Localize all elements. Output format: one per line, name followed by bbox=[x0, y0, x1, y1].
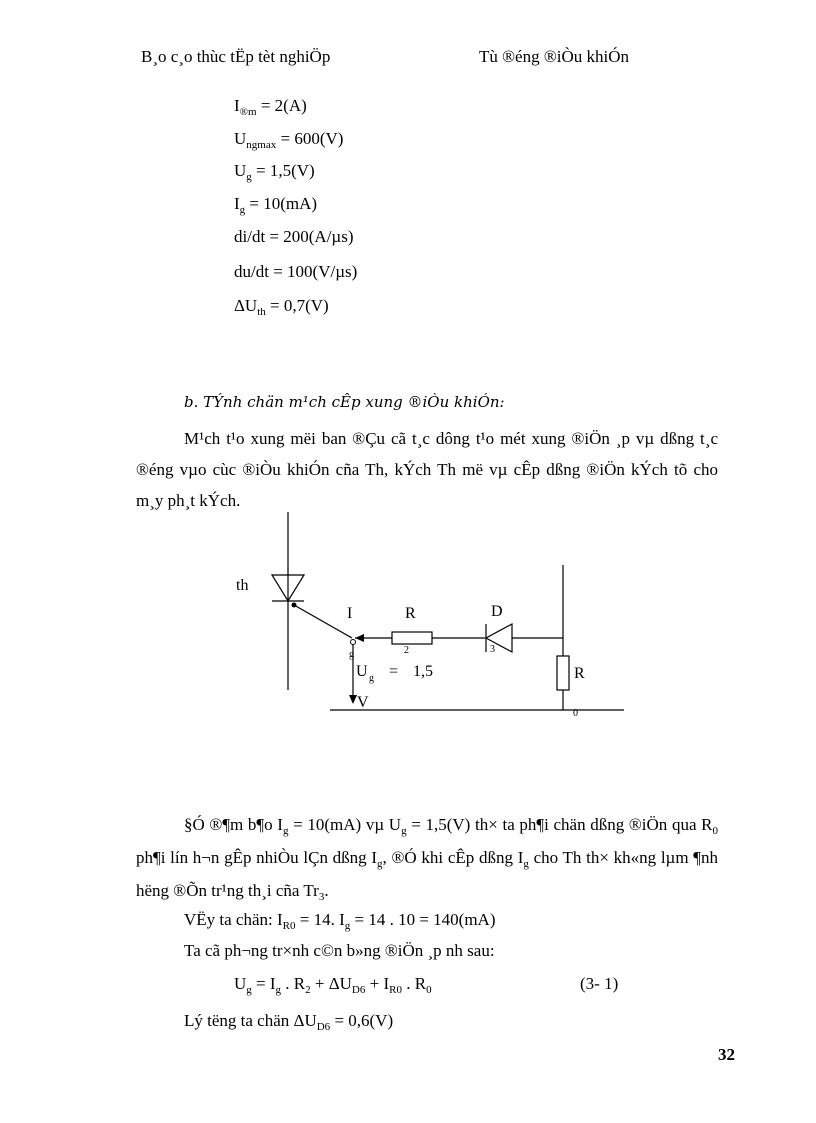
label-eq: = bbox=[389, 663, 399, 680]
label-R0: R bbox=[574, 665, 585, 682]
param-idm: $I_{®m} = 2(A)$ bbox=[234, 96, 307, 118]
label-ug-sub: g bbox=[369, 673, 374, 684]
label-3: 3 bbox=[490, 644, 495, 655]
param-didt: di/dt = 200(A/µs) bbox=[234, 227, 354, 246]
label-2: 2 bbox=[404, 645, 409, 656]
paragraph-1: M¹ch t¹o xung mëi ban ®Çu cã t¸c dông t¹o mét xung ®iÖn ¸p vµ dßng t¸c ®éng vµo cùc ®iÒu khiÓn cña Th, kÝch Th më vµ cÊp dßng ®iÖn kÝch tõ cho m¸y ph¸t kÝch. bbox=[136, 429, 718, 510]
param-ungmax: $U_{ngmax} = 600(V)$ bbox=[234, 129, 344, 151]
label-V: V bbox=[357, 694, 369, 711]
section-heading: b. TÝnh chän m¹ch cÊp xung ®iÒu khiÓn: bbox=[184, 393, 505, 411]
line-ideal-choice: Lý tëng ta chän $\Delta U_{D6} = 0,6(V)$ bbox=[184, 1011, 394, 1033]
label-th: th bbox=[236, 577, 249, 594]
param-dudt: du/dt = 100(V/µs) bbox=[234, 262, 358, 281]
label-D: D bbox=[491, 603, 503, 620]
param-ug: $U_g = 1,5(V)$ bbox=[234, 161, 315, 183]
paragraph-2: §Ó ®¶m b¶o $I_g = 10(mA)$ vµ $U_g = 1,5(V)$ th× ta ph¶i chän dßng ®iÖn qua $R_0$ ph¶i lín h¬n gÊp nhiÒu lÇn dßng $I_g$, ®Ó khi cÊp dßng $I_g$ cho Th th× kh«ng lµm ¶nh hëng ®Õn tr¹ng th¸i cña $Tr_3$. bbox=[136, 815, 719, 903]
page-number: 32 bbox=[718, 1045, 735, 1064]
label-ug-value: 1,5 bbox=[413, 663, 433, 680]
equation-number: (3- 1) bbox=[580, 974, 619, 993]
header-right: Tù ®éng ®iÒu khiÓn bbox=[479, 47, 630, 66]
param-duth: $\Delta U_{th} = 0,7(V)$ bbox=[234, 296, 329, 318]
header-left: B¸o c¸o thùc tËp tèt nghiÖp bbox=[141, 47, 331, 66]
line-chosen-current: VËy ta chän: $I_{R0} = 14$. $I_g = 14$ . 10 = 140(mA) bbox=[184, 910, 496, 932]
label-0: 0 bbox=[573, 708, 578, 719]
line-equation-intro: Ta cã ph¬ng tr×nh c©n b»ng ®iÖn ¸p nh sau: bbox=[184, 941, 495, 960]
label-g: g bbox=[349, 649, 354, 660]
equation-3-1: $U_g = I_g$ . $R_2 + \Delta U_{D6} + I_{R0}$ . $R_0$ bbox=[234, 974, 432, 996]
param-ig: $I_g = 10(mA)$ bbox=[234, 194, 318, 216]
resistor-r2 bbox=[392, 632, 432, 644]
label-ug: U bbox=[356, 663, 368, 680]
resistor-r0 bbox=[557, 656, 569, 690]
label-R: R bbox=[405, 605, 416, 622]
label-I: I bbox=[347, 605, 353, 622]
